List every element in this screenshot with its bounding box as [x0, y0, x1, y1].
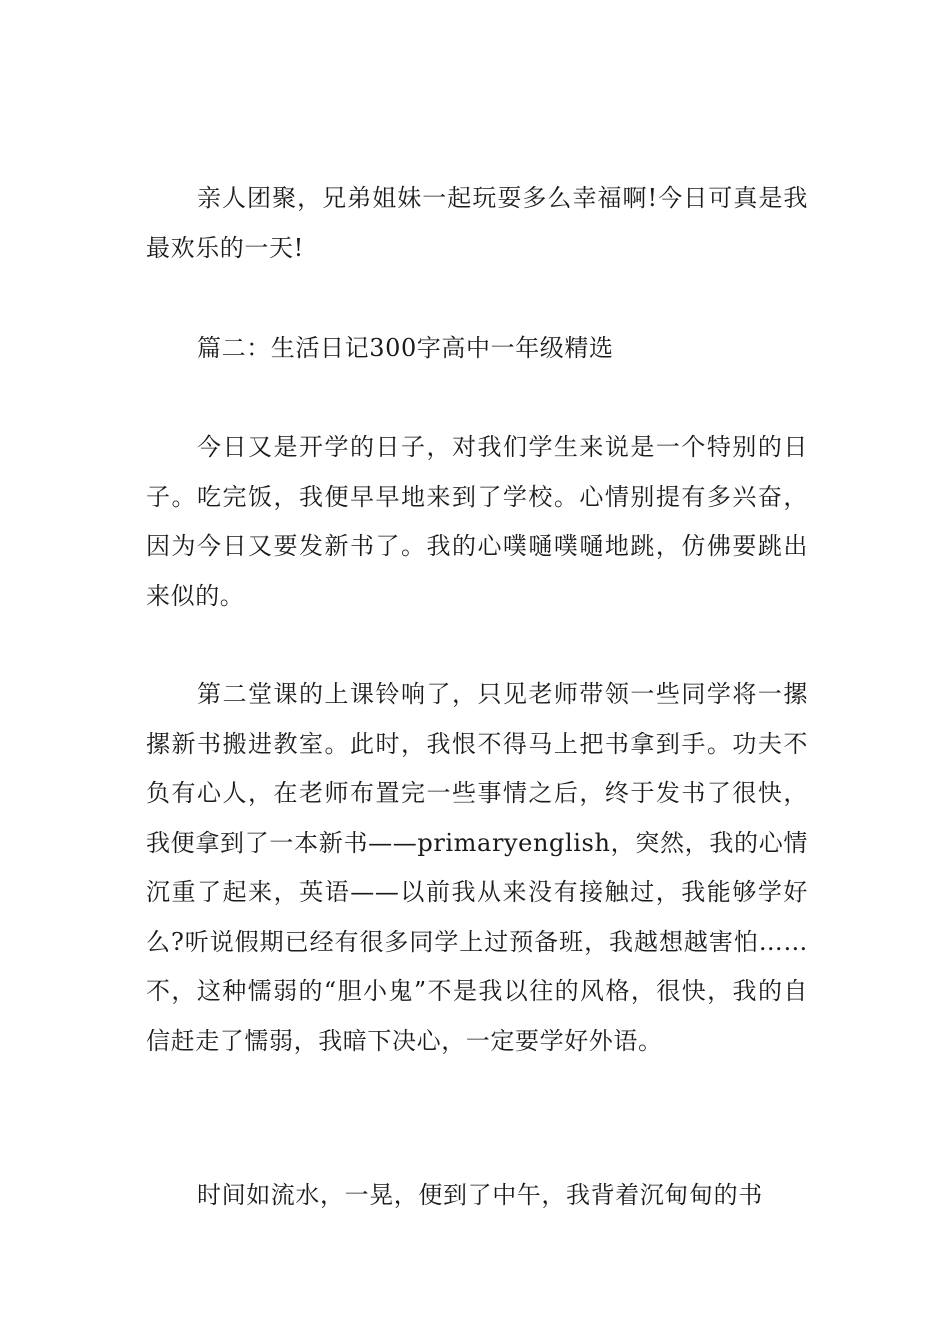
section-heading: 篇二：生活日记300字高中一年级精选 [197, 334, 614, 362]
paragraph-school-start: 今日又是开学的日子，对我们学生来说是一个特别的日子。吃完饭，我便早早地来到了学校。心情别提有多兴奋，因为今日又要发新书了。我的心噗嗵噗嗵地跳，仿佛要跳出来似的。 [146, 433, 808, 610]
paragraph-noon: 时间如流水，一晃，便到了中午，我背着沉甸甸的书 [197, 1181, 763, 1209]
paragraph-english-class: 第二堂课的上课铃响了，只见老师带领一些同学将一摞摞新书搬进教室。此时，我恨不得马上把书拿到手。功夫不负有心人，在老师布置完一些事情之后，终于发书了很快，我便拿到了一本新书——primaryenglish，突然，我的心情沉重了起来，英语——以前我从来没有接触过，我能够学好么?听说假期已经有很多同学上过预备班，我越想越害怕……不，这种懦弱的“胆小鬼”不是我以往的风格，很快，我的自信赶走了懦弱，我暗下决心，一定要学好外语。 [146, 680, 808, 1055]
paragraph-family-reunion: 亲人团聚，兄弟姐妹一起玩耍多么幸福啊!今日可真是我最欢乐的一天! [146, 184, 808, 262]
